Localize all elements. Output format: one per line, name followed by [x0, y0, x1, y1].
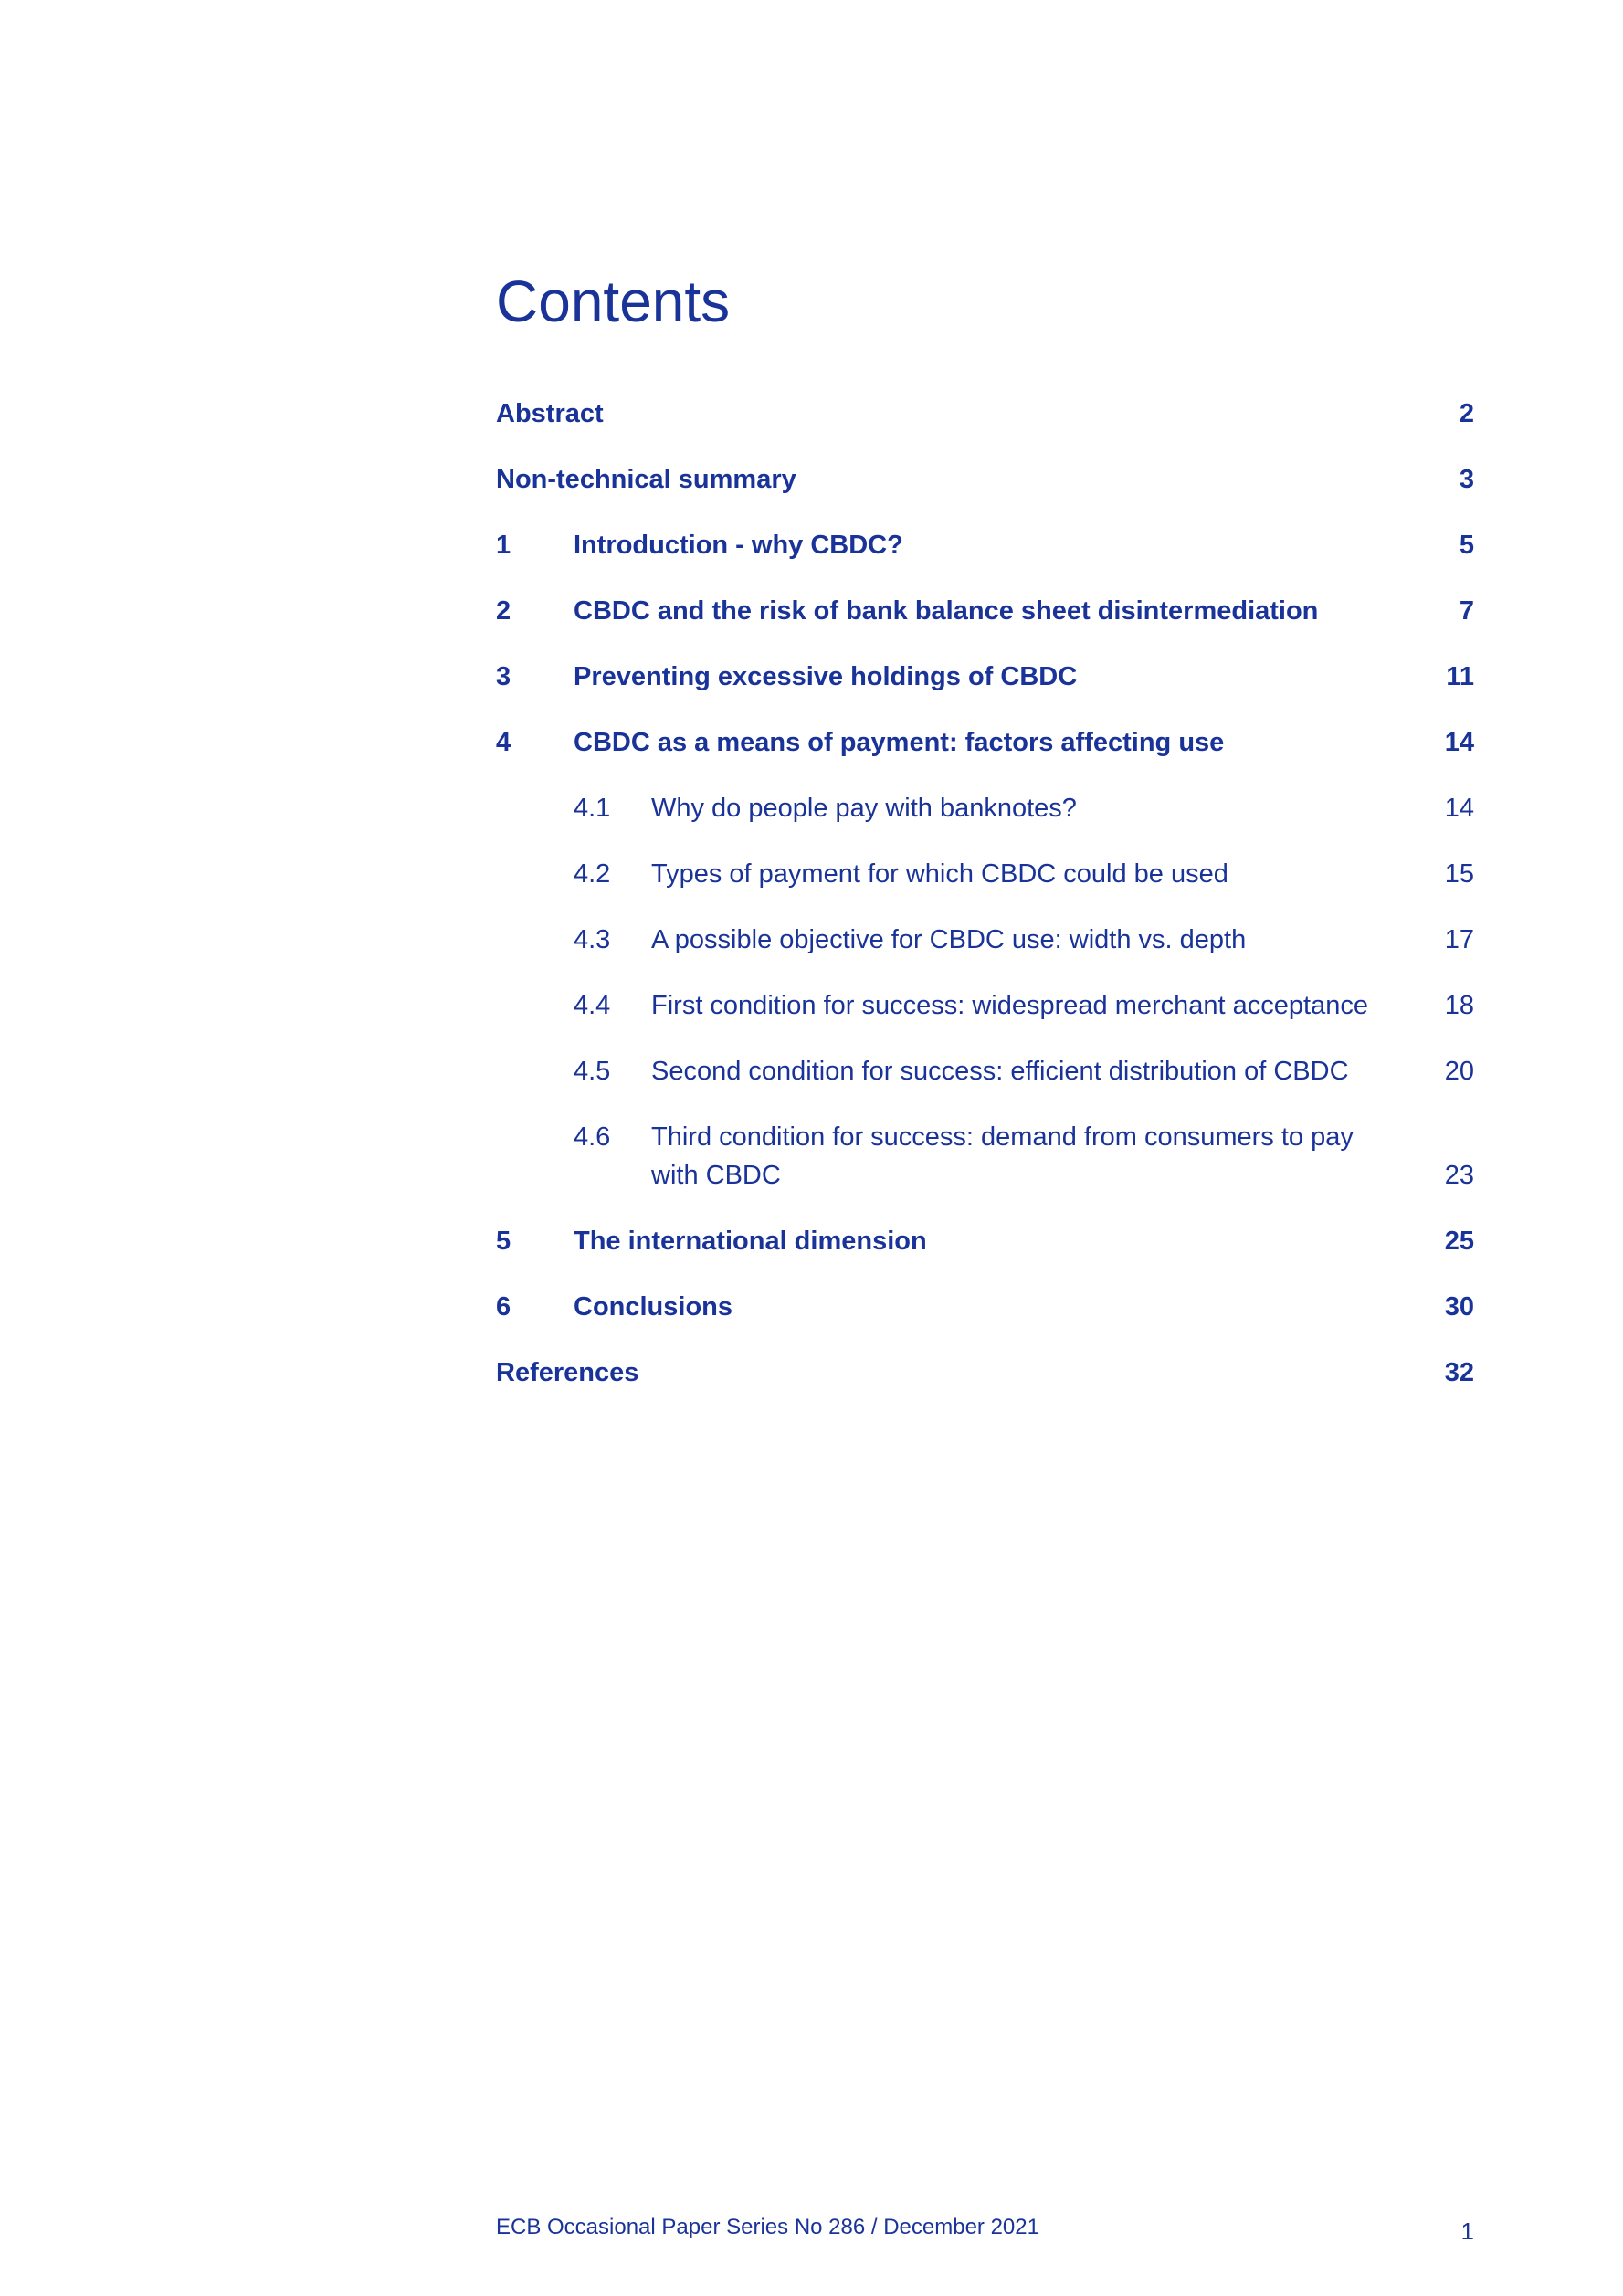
toc-entry-page: 18	[1444, 991, 1474, 1020]
toc-entry-title: CBDC as a means of payment: factors affecting use	[574, 728, 1225, 757]
toc-entry[interactable]	[496, 526, 1474, 564]
toc-entry-page: 20	[1444, 1057, 1474, 1086]
toc-entry-page: 11	[1446, 662, 1474, 691]
toc-entry[interactable]	[496, 1353, 1474, 1392]
toc-entry-title: Why do people pay with banknotes?	[651, 794, 1077, 823]
toc-entry-page: 32	[1444, 1358, 1474, 1387]
toc-entry-page: 23	[1444, 1161, 1474, 1190]
toc-entry[interactable]	[496, 855, 1474, 893]
toc-entry-page: 17	[1444, 925, 1474, 954]
toc-entry-number: 4.5	[574, 1057, 611, 1086]
footer-series: ECB Occasional Paper Series No 286 / December 2021	[496, 2215, 1039, 2239]
toc-entry-number: 5	[496, 1227, 511, 1256]
toc-entry-number: 4.1	[574, 794, 611, 823]
toc-entry-number: 1	[496, 531, 511, 560]
toc-entry-title: Conclusions	[574, 1292, 733, 1322]
toc-entry-page: 14	[1444, 728, 1474, 757]
page-title: Contents	[496, 269, 731, 334]
toc-entry[interactable]	[496, 658, 1474, 696]
toc-entry-page: 25	[1444, 1227, 1474, 1256]
toc-entry-title: First condition for success: widespread merchant acceptance	[651, 991, 1368, 1020]
toc-entry[interactable]	[496, 1118, 1474, 1195]
toc-entry-title: CBDC and the risk of bank balance sheet disintermediation	[574, 596, 1319, 626]
toc-entry[interactable]	[496, 986, 1474, 1025]
toc-entry-title: Second condition for success: efficient distribution of CBDC	[651, 1057, 1349, 1086]
toc-entry[interactable]	[496, 1288, 1474, 1326]
toc-entry[interactable]	[496, 1222, 1474, 1260]
toc-entry-title: Third condition for success: demand from consumers to pay with CBDC	[651, 1122, 1354, 1190]
toc-entry-title: Abstract	[496, 399, 604, 428]
toc-entry[interactable]	[496, 592, 1474, 630]
toc-entry-title: Non-technical summary	[496, 465, 796, 494]
toc-entry-number: 4.2	[574, 859, 611, 889]
toc-entry-number: 6	[496, 1292, 511, 1322]
table-of-contents	[496, 395, 1474, 1419]
toc-entry-page: 15	[1444, 859, 1474, 889]
toc-entry[interactable]	[496, 1052, 1474, 1090]
toc-entry-title: References	[496, 1358, 639, 1387]
toc-entry-title: Preventing excessive holdings of CBDC	[574, 662, 1078, 691]
toc-entry-page: 30	[1444, 1292, 1474, 1322]
toc-entry-title: Introduction - why CBDC?	[574, 531, 903, 560]
toc-entry-page: 7	[1459, 596, 1474, 626]
toc-entry-number: 2	[496, 596, 511, 626]
toc-entry[interactable]	[496, 789, 1474, 827]
toc-entry-page: 2	[1459, 399, 1474, 428]
toc-entry-title: A possible objective for CBDC use: width vs. depth	[651, 925, 1247, 954]
toc-entry-number: 4.3	[574, 925, 611, 954]
toc-entry-number: 4.4	[574, 991, 611, 1020]
toc-entry-page: 5	[1459, 531, 1474, 560]
footer-page-number: 1	[1460, 2217, 1474, 2245]
toc-entry-number: 4.6	[574, 1122, 611, 1152]
toc-entry[interactable]	[496, 460, 1474, 499]
toc-entry-page: 3	[1459, 465, 1474, 494]
toc-entry[interactable]	[496, 921, 1474, 959]
toc-entry-title: The international dimension	[574, 1227, 927, 1256]
toc-entry-title: Types of payment for which CBDC could be used	[651, 859, 1228, 889]
toc-entry-page: 14	[1444, 794, 1474, 823]
toc-entry[interactable]	[496, 723, 1474, 762]
toc-entry[interactable]	[496, 395, 1474, 433]
toc-entry-number: 4	[496, 728, 511, 757]
toc-entry-number: 3	[496, 662, 511, 691]
